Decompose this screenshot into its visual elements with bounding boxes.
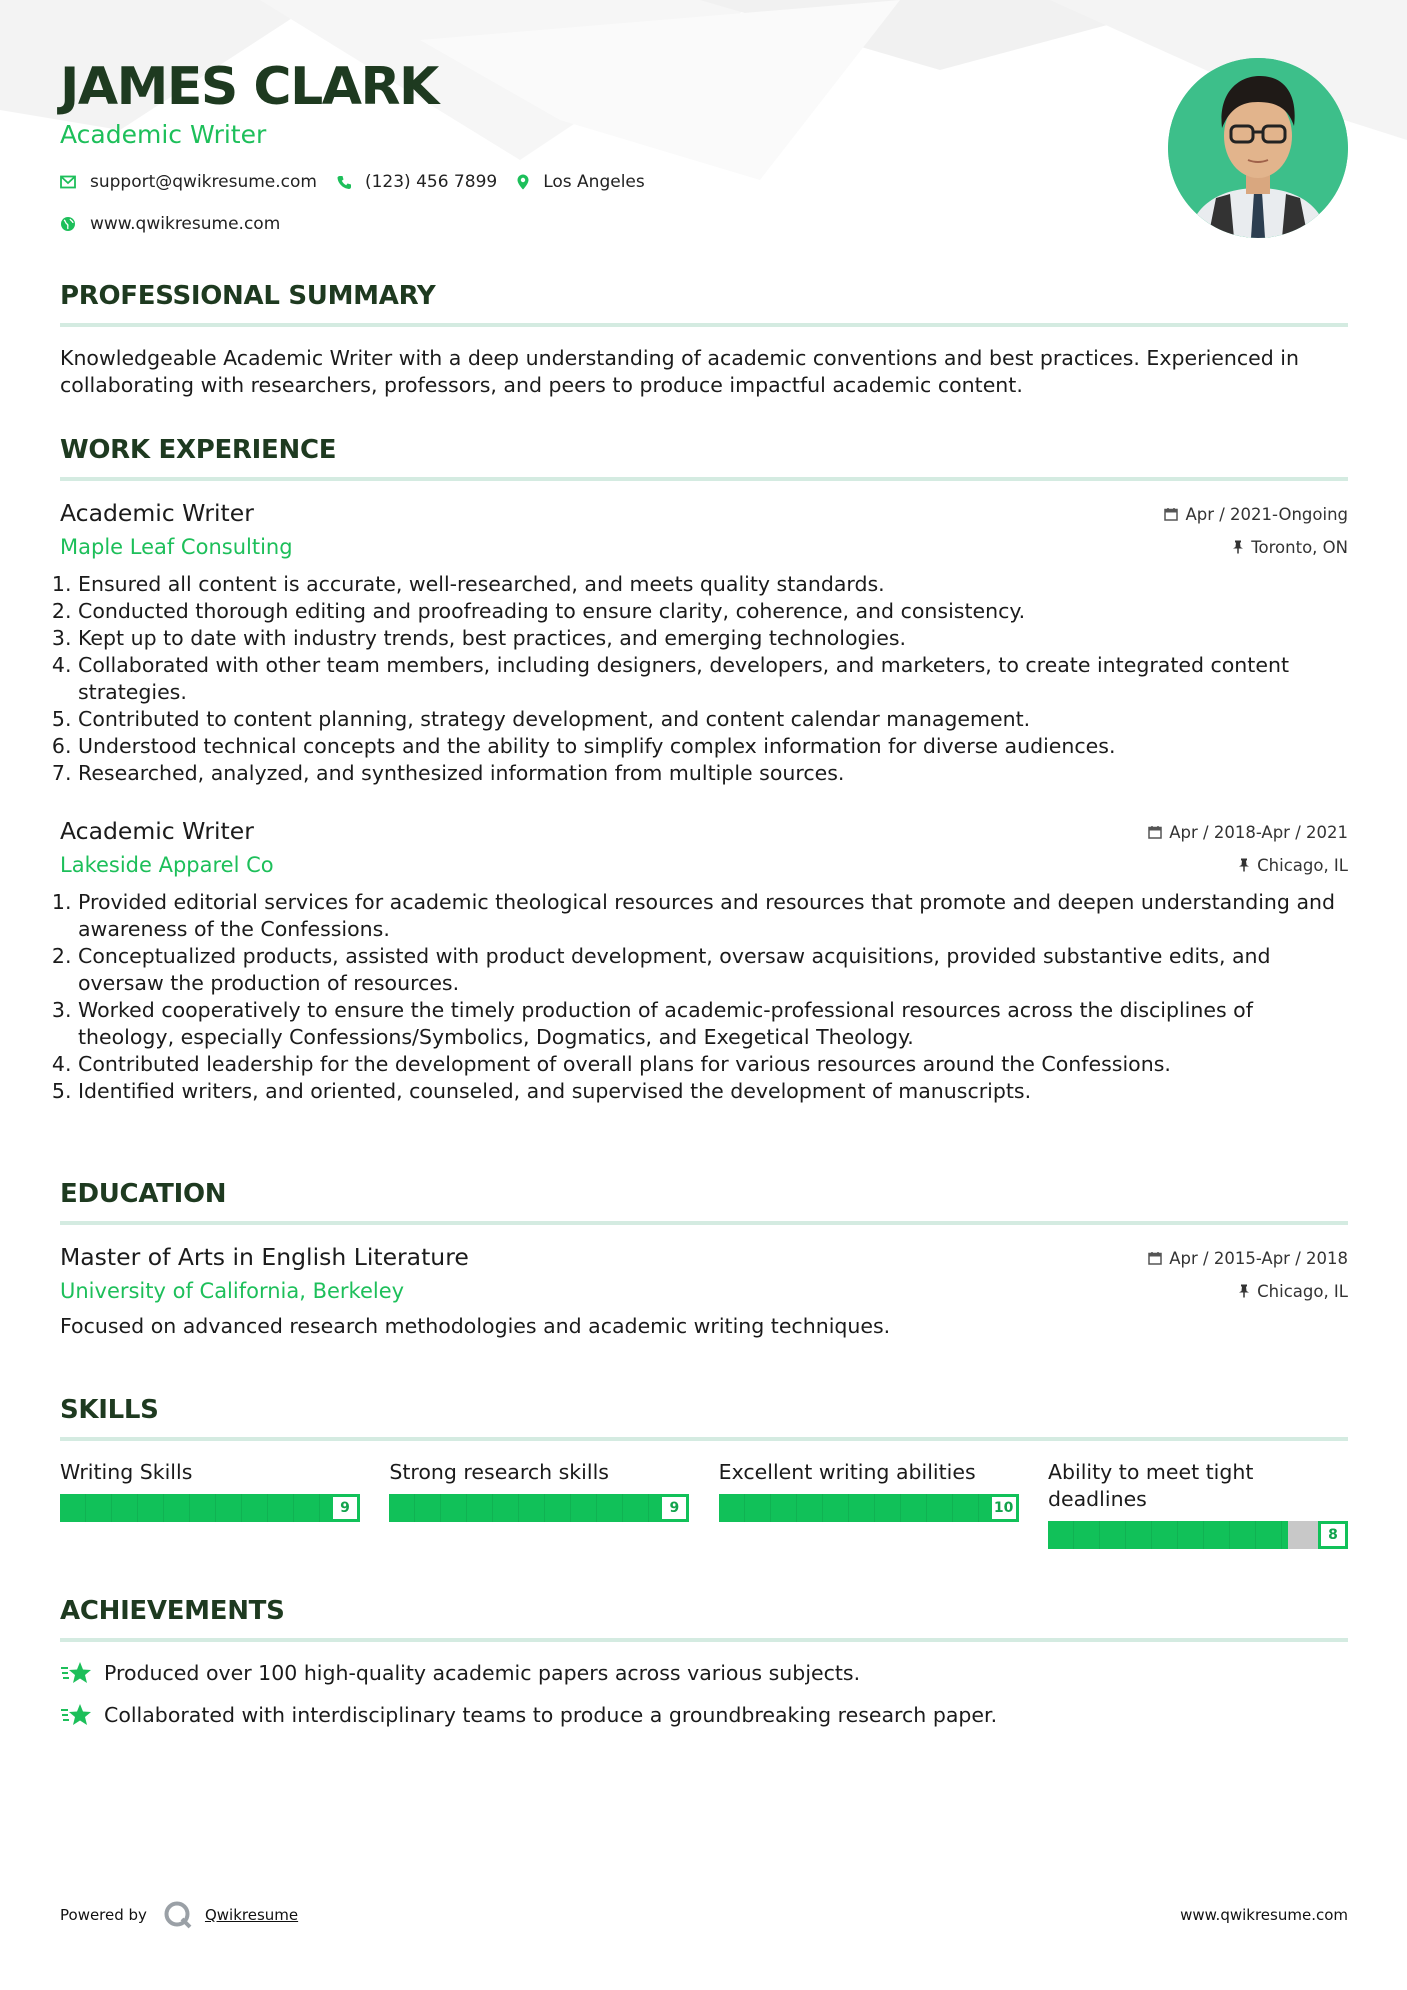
skill-bar (1048, 1521, 1348, 1549)
skill-bar-fill (1048, 1521, 1288, 1549)
location-text: Los Angeles (543, 172, 645, 192)
calendar-icon (1148, 825, 1162, 839)
achievement-text: Produced over 100 high-quality academic papers across various subjects. (104, 1661, 861, 1685)
list-item: 5. Identified writers, and oriented, counseled, and supervised the development of manuscripts. (78, 1078, 1348, 1105)
education-dates-text: Apr / 2015-Apr / 2018 (1169, 1248, 1348, 1268)
education-header (60, 1243, 1348, 1271)
skill-bar-fill (60, 1494, 330, 1522)
summary-section (60, 283, 1348, 399)
star-icon (60, 1702, 92, 1728)
pin-icon (1238, 858, 1250, 872)
list-item: 4. Contributed leadership for the development of overall plans for various resources around the Confessions. (78, 1051, 1348, 1078)
summary-title: PROFESSIONAL SUMMARY (60, 281, 436, 311)
school: University of California, Berkeley (60, 1279, 405, 1303)
location-item (517, 172, 645, 192)
job-title: Academic Writer (60, 499, 254, 527)
job-subheader (60, 535, 1348, 559)
pin-icon (1238, 1284, 1250, 1298)
achievement-text: Collaborated with interdisciplinary teams to produce a groundbreaking research paper. (104, 1703, 998, 1727)
pin-icon (1232, 540, 1244, 554)
qwikresume-logo-icon (163, 1900, 193, 1930)
website-row (60, 214, 300, 234)
job-location (1238, 856, 1348, 875)
job-dates-text: Apr / 2021-Ongoing (1185, 504, 1348, 524)
experience-title: WORK EXPERIENCE (60, 435, 337, 465)
skill-score: 9 (659, 1494, 689, 1522)
email-item[interactable] (60, 172, 317, 192)
list-item (60, 1660, 1348, 1686)
job-location-text: Chicago, IL (1257, 855, 1348, 875)
phone-text: (123) 456 7899 (364, 172, 498, 192)
job-location-text: Toronto, ON (1251, 537, 1348, 557)
job-header (60, 817, 1348, 845)
education-description: Focused on advanced research methodologies and academic writing techniques. (60, 1314, 891, 1338)
skill-name: Strong research skills (389, 1460, 609, 1484)
website-item[interactable] (60, 214, 280, 234)
job-entry (60, 817, 1348, 1105)
calendar-icon (1148, 1251, 1162, 1265)
job-company: Lakeside Apparel Co (60, 853, 274, 877)
list-item: 2. Conducted thorough editing and proofreading to ensure clarity, coherence, and consistency. (78, 598, 1348, 625)
list-item: 1. Ensured all content is accurate, well-researched, and meets quality standards. (78, 571, 1348, 598)
summary-text: Knowledgeable Academic Writer with a deep understanding of academic conventions and best practices. Experienced in collaborating with researchers, professors, and peers to produce impactful academic content. (60, 346, 1299, 397)
list-item: 3. Kept up to date with industry trends, best practices, and emerging technologies. (78, 625, 1348, 652)
experience-section (60, 437, 1348, 1105)
skills-title: SKILLS (60, 1395, 159, 1425)
achievements-section (60, 1598, 1348, 1744)
list-item: 3. Worked cooperatively to ensure the timely production of academic-professional resources across the disciplines of theology, especially Confessions/Symbolics, Dogmatics, and Exegetical Theology. (78, 997, 1348, 1051)
phone-icon (337, 175, 351, 190)
skill-name: Ability to meet tight deadlines (1047, 1460, 1254, 1511)
education-title: EDUCATION (60, 1179, 227, 1209)
job-dates (1164, 505, 1348, 524)
candidate-role: Academic Writer (60, 120, 267, 149)
list-item: 7. Researched, analyzed, and synthesized information from multiple sources. (78, 760, 1348, 787)
calendar-icon (1164, 507, 1178, 521)
skills-section (60, 1397, 1348, 1549)
achievements-title: ACHIEVEMENTS (60, 1596, 285, 1626)
brand-link[interactable]: Qwikresume (204, 1906, 299, 1924)
skill-item (60, 1459, 360, 1549)
list-item: 5. Contributed to content planning, strategy development, and content calendar management. (78, 706, 1348, 733)
achievements-list (60, 1660, 1348, 1728)
skill-item (719, 1459, 1019, 1549)
skill-score: 8 (1318, 1521, 1348, 1549)
list-item: 1. Provided editorial services for academic theological resources and resources that promote and deepen understanding and awareness of the Confessions. (78, 889, 1348, 943)
skill-bar (389, 1494, 689, 1522)
list-item (60, 1702, 1348, 1728)
skill-name: Writing Skills (60, 1460, 193, 1484)
section-divider (60, 1638, 1348, 1642)
website-text: www.qwikresume.com (90, 214, 281, 234)
list-item: 6. Understood technical concepts and the ability to simplify complex information for diverse audiences. (78, 733, 1348, 760)
list-item: 4. Collaborated with other team members, including designers, developers, and marketers, to create integrated content strategies. (78, 652, 1348, 706)
resume-page (60, 0, 1348, 1990)
star-icon (60, 1660, 92, 1686)
job-bullets (60, 571, 1348, 787)
phone-item[interactable] (337, 172, 497, 192)
job-dates-text: Apr / 2018-Apr / 2021 (1169, 822, 1348, 842)
contact-row (60, 172, 665, 192)
section-divider (60, 1221, 1348, 1225)
section-divider (60, 477, 1348, 481)
job-header (60, 499, 1348, 527)
footer-url[interactable]: www.qwikresume.com (1180, 1906, 1348, 1924)
skill-name: Excellent writing abilities (718, 1460, 976, 1484)
skill-bar-fill (719, 1494, 1015, 1522)
job-entry (60, 499, 1348, 787)
education-location (1238, 1282, 1348, 1301)
degree: Master of Arts in English Literature (60, 1243, 469, 1271)
job-title: Academic Writer (60, 817, 254, 845)
footer (60, 1900, 1348, 1930)
powered-by-text: Powered by (60, 1906, 147, 1924)
education-subheader (60, 1279, 1348, 1303)
job-subheader (60, 853, 1348, 877)
job-company: Maple Leaf Consulting (60, 535, 293, 559)
skill-bar (719, 1494, 1019, 1522)
profile-photo (1168, 58, 1348, 238)
skill-item (1048, 1459, 1348, 1549)
skill-bar (60, 1494, 360, 1522)
avatar (1168, 58, 1348, 238)
section-divider (60, 1437, 1348, 1441)
skills-list (60, 1459, 1348, 1549)
education-dates (1148, 1249, 1348, 1268)
footer-branding (60, 1900, 298, 1930)
globe-icon (60, 216, 76, 232)
email-text: support@qwikresume.com (90, 172, 317, 192)
job-location (1232, 538, 1348, 557)
skill-score: 10 (989, 1494, 1019, 1522)
skill-item (389, 1459, 689, 1549)
candidate-name: JAMES CLARK (60, 57, 438, 117)
map-pin-icon (517, 174, 529, 190)
education-section (60, 1181, 1348, 1340)
list-item: 2. Conceptualized products, assisted with product development, oversaw acquisitions, provided substantive edits, and oversaw the production of resources. (78, 943, 1348, 997)
skill-score: 9 (330, 1494, 360, 1522)
section-divider (60, 323, 1348, 327)
skill-bar-fill (389, 1494, 659, 1522)
envelope-icon (60, 175, 76, 189)
job-dates (1148, 823, 1348, 842)
education-location-text: Chicago, IL (1257, 1281, 1348, 1301)
job-bullets (60, 889, 1348, 1105)
